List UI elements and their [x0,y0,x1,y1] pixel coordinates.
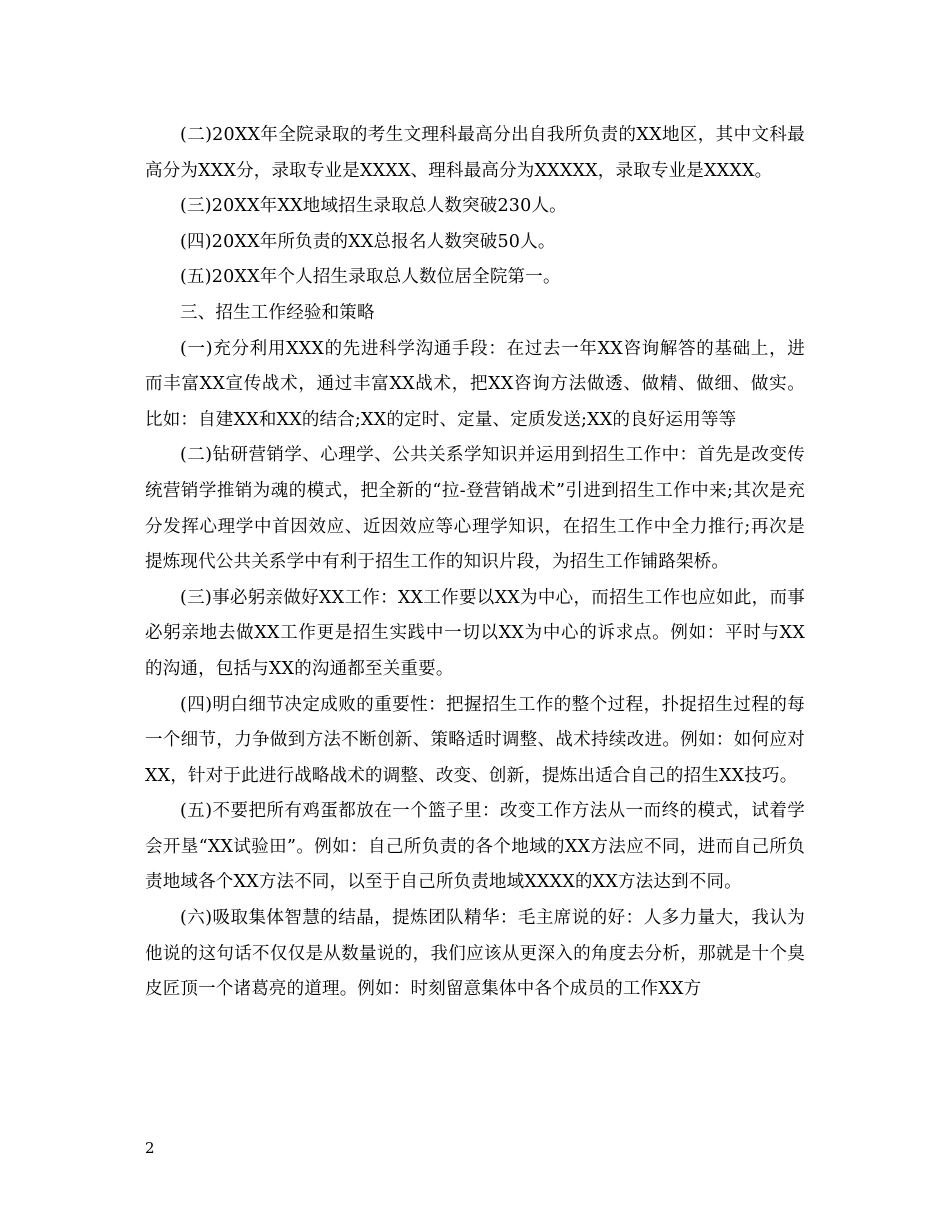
paragraph-achievement-3: (三)20XX年XX地域招生录取总人数突破230人。 [180,196,567,217]
paragraph-achievement-4: (四)20XX年所负责的XX总报名人数突破50人。 [180,231,556,252]
paragraph-achievement-5: (五)20XX年个人招生录取总人数位居全院第一。 [180,267,561,288]
paragraph-achievement-2: (二)20XX年全院录取的考生文理科最高分出自我所负责的XX地区，其中文科最高分为XXX分，录取专业是XXXX、理科最高分为XXXXX，录取专业是XXXX。 [145,125,805,181]
paragraph-strategy-6: (六)吸取集体智慧的结晶，提炼团队精华：毛主席说的好：人多力量大，我认为他说的这句话不仅仅是从数量说的，我们应该从更深入的角度去分析，那就是十个臭皮匠顶一个诸葛亮的道理。例如：时刻留意集体中各个成员的工作XX方 [145,908,805,1000]
section-heading-strategies: 三、招生工作经验和策略 [180,302,375,323]
paragraph-strategy-4: (四)明白细节决定成败的重要性：把握招生工作的整个过程，扑捉招生过程的每一个细节，力争做到方法不断创新、策略适时调整、战术持续改进。例如：如何应对XX，针对于此进行战略战术的调整、改变、创新，提炼出适合自己的招生XX技巧。 [145,694,805,786]
paragraph-strategy-2: (二)钻研营销学、心理学、公共关系学知识并运用到招生工作中：首先是改变传统营销学推销为魂的模式，把全新的“拉-登营销战术”引进到招生工作中来;其次是充分发挥心理学中首因效应、近因效应等心理学知识，在招生工作中全力推行;再次是提炼现代公共关系学中有利于招生工作的知识片段，为招生工作铺路架桥。 [145,445,805,573]
paragraph-strategy-3: (三)事必躬亲做好XX工作：XX工作要以XX为中心，而招生工作也应如此，而事必躬亲地去做XX工作更是招生实践中一切以XX为中心的诉求点。例如：平时与XX的沟通，包括与XX的沟通都至关重要。 [145,587,805,679]
document-body [145,118,805,1008]
paragraph-strategy-5: (五)不要把所有鸡蛋都放在一个篮子里：改变工作方法从一而终的模式，试着学会开垦“XX试验田”。例如：自己所负责的各个地域的XX方法应不同，进而自己所负责地域各个XX方法不同，以至于自己所负责地域XXXX的XX方法达到不同。 [145,801,805,893]
page-number: 2 [145,1139,155,1157]
paragraph-strategy-1: (一)充分利用XXX的先进科学沟通手段：在过去一年XX咨询解答的基础上，进而丰富XX宣传战术，通过丰富XX战术，把XX咨询方法做透、做精、做细、做实。比如：自建XX和XX的结合;XX的定时、定量、定质发送;XX的良好运用等等 [145,338,805,430]
